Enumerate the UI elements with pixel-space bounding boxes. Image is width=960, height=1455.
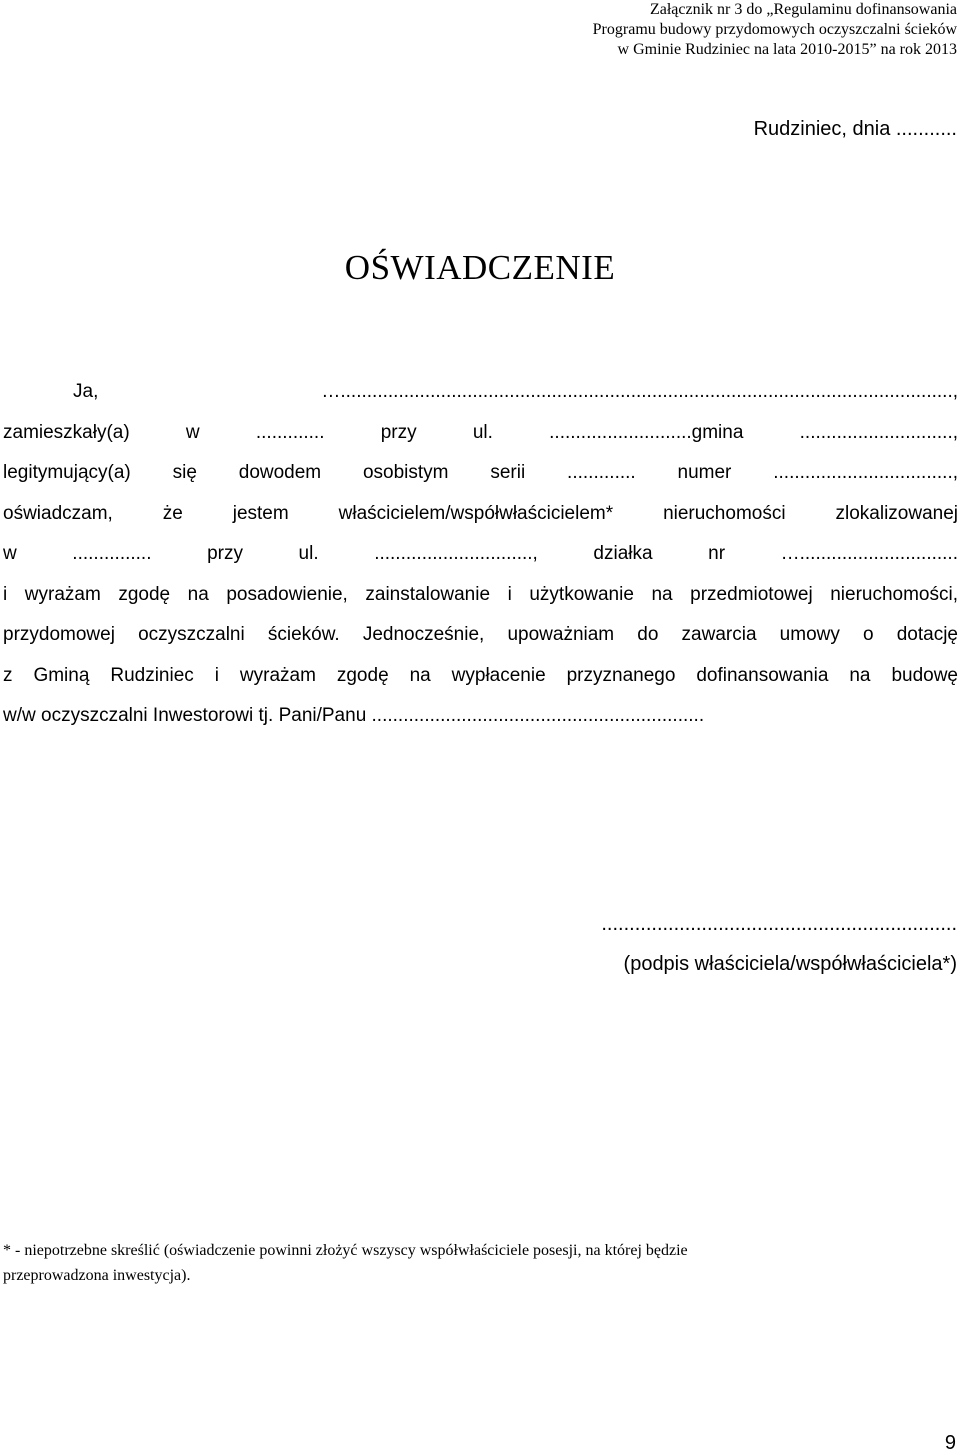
footnote-line-1: * - niepotrzebne skreślić (oświadczenie powinni złożyć wszyscy współwłaściciele posesji, na której będzie [3, 1242, 688, 1259]
footnote-line-2: przeprowadzona inwestycja). [3, 1267, 191, 1284]
signature-label: (podpis właściciela/współwłaściciela*) [623, 953, 957, 975]
body-line: Ja, …...................................................................................................................., [73, 381, 958, 402]
signature-line: ................................................................ [601, 913, 957, 935]
document-header [357, 0, 957, 60]
body-line: legitymujący(a) się dowodem osobistym serii ............. numer .................................., [3, 462, 958, 483]
body-line: oświadczam, że jestem właścicielem/współwłaścicielem* nieruchomości zlokalizowanej [3, 502, 958, 524]
header-line-3: w Gminie Rudziniec na lata 2010-2015” na rok 2013 [617, 41, 957, 58]
declaration-body [3, 372, 958, 737]
body-line: zamieszkały(a) w ............. przy ul. ...........................gmina ............................., [3, 421, 958, 443]
body-line: i wyrażam zgodę na posadowienie, zainstalowanie i użytkowanie na przedmiotowej nieruchomości, [3, 583, 958, 605]
body-line: przydomowej oczyszczalni ścieków. Jednocześnie, upoważniam do zawarcia umowy o dotację [3, 624, 958, 645]
body-line: w ............... przy ul. .............................., działka nr ….............................. [3, 543, 958, 564]
place-and-date: Rudziniec, dnia ........... [753, 118, 957, 140]
footnote [3, 1238, 923, 1288]
page-number: 9 [944, 1432, 956, 1454]
header-line-1: Załącznik nr 3 do „Regulaminu dofinansowania [649, 1, 957, 18]
signature-block [601, 904, 957, 984]
header-line-2: Programu budowy przydomowych oczyszczalni ścieków [592, 21, 957, 38]
body-line: w/w oczyszczalni Inwestorowi tj. Pani/Panu ............................................................... [3, 705, 705, 726]
document-title: OŚWIADCZENIE [344, 248, 616, 287]
body-line: z Gminą Rudziniec i wyrażam zgodę na wypłacenie przyznanego dofinansowania na budowę [3, 664, 958, 686]
